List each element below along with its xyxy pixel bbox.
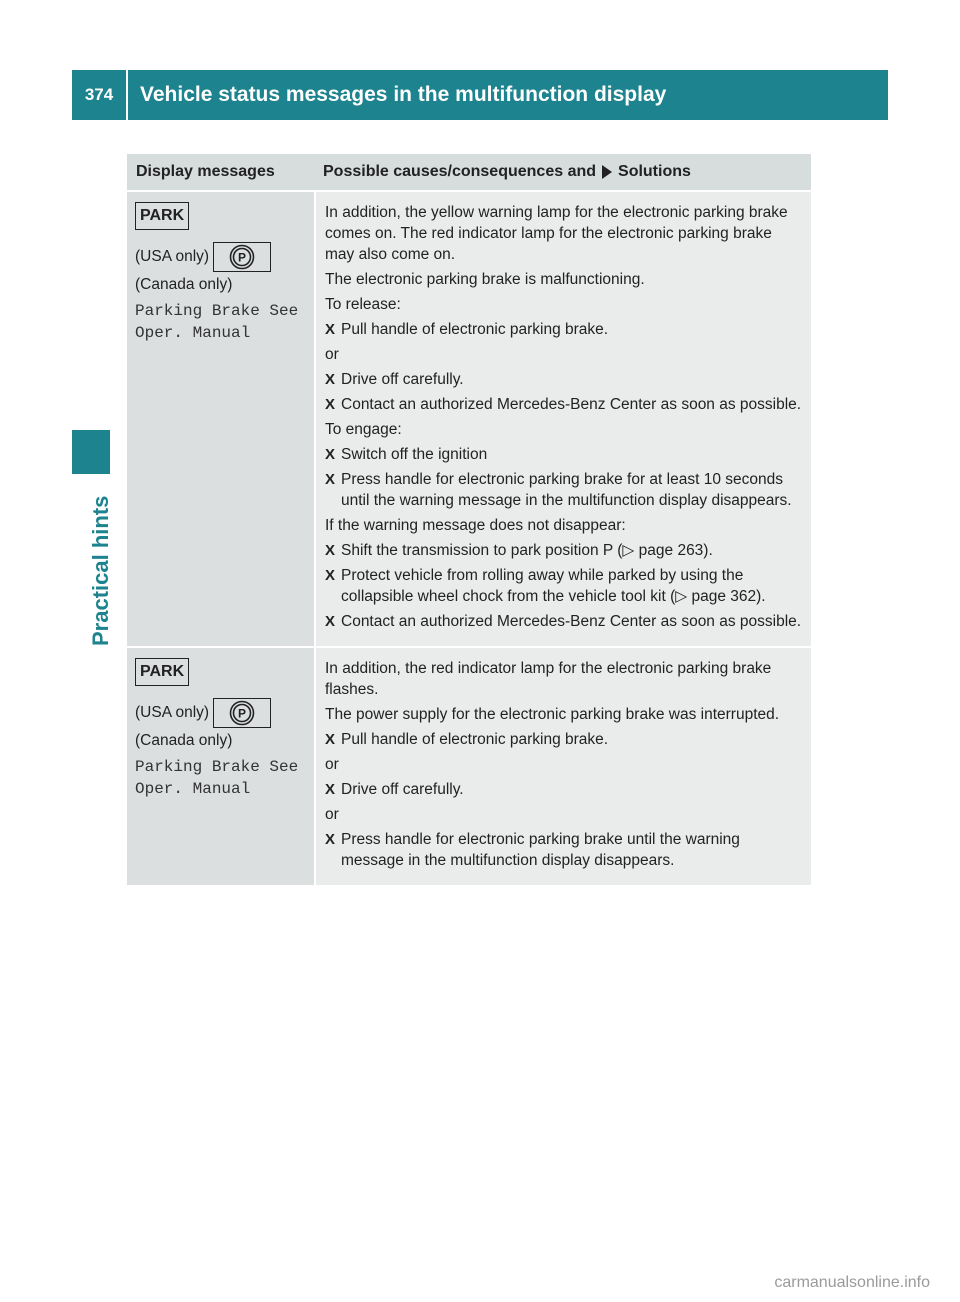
solution-paragraph: or	[325, 806, 339, 823]
arrow-right-icon	[602, 165, 612, 179]
step-marker-icon: X	[325, 731, 336, 748]
step-text: Contact an authorized Mercedes-Benz Center as soon as possible.	[341, 613, 802, 630]
side-block	[72, 430, 110, 474]
step-text: Pull handle of electronic parking brake.	[341, 731, 609, 748]
solution-paragraph: or	[325, 346, 339, 363]
footer-watermark: carmanualsonline.info	[774, 1274, 930, 1291]
solution-paragraph: The power supply for the electronic parking brake was interrupted.	[325, 706, 780, 723]
step-text: Drive off carefully.	[341, 781, 464, 798]
solution-step	[325, 779, 803, 800]
step-text: Shift the transmission to park position P (▷ page 263).	[341, 542, 713, 559]
step-marker-icon: X	[325, 831, 336, 848]
display-message-text: Parking Brake See Oper. Manual	[135, 302, 299, 342]
col-display-messages-header: Display messages	[136, 163, 275, 180]
usa-only-label: (USA only)	[135, 704, 210, 721]
solution-paragraph: In addition, the yellow warning lamp for the electronic parking brake comes on. The red indicator lamp for the electronic parking brake may also come on.	[325, 204, 788, 263]
table-row	[127, 190, 811, 646]
usa-only-label: (USA only)	[135, 248, 210, 265]
page-title: Vehicle status messages in the multifunction display	[128, 70, 888, 120]
step-marker-icon: X	[325, 781, 336, 798]
canada-only-label: (Canada only)	[135, 732, 233, 749]
step-marker-icon: X	[325, 371, 336, 388]
page-number: 374	[72, 70, 126, 120]
display-message-cell	[127, 648, 314, 885]
solution-step	[325, 829, 803, 871]
side-tab-label: Practical hints	[88, 495, 113, 646]
park-icon: PARK	[135, 658, 189, 686]
step-text: Protect vehicle from rolling away while parked by using the collapsible wheel chock from the vehicle tool kit (▷ page 362).	[341, 567, 766, 605]
solution-step	[325, 319, 803, 340]
parking-brake-icon	[213, 698, 271, 728]
park-icon: PARK	[135, 202, 189, 230]
col-solutions-header	[314, 154, 811, 190]
table-row	[127, 646, 811, 885]
messages-table	[127, 154, 811, 885]
solution-step	[325, 611, 803, 632]
solution-step	[325, 444, 803, 465]
step-marker-icon: X	[325, 542, 336, 559]
step-marker-icon: X	[325, 321, 336, 338]
svg-text:P: P	[238, 250, 247, 265]
step-marker-icon: X	[325, 396, 336, 413]
step-marker-icon: X	[325, 471, 336, 488]
step-text: Switch off the ignition	[341, 446, 488, 463]
solution-step	[325, 540, 803, 561]
solution-step	[325, 369, 803, 390]
step-text: Press handle for electronic parking brake for at least 10 seconds until the warning message in the multifunction display disappears.	[341, 471, 792, 509]
solution-step	[325, 394, 803, 415]
step-text: Contact an authorized Mercedes-Benz Center as soon as possible.	[341, 396, 802, 413]
table-header	[127, 154, 811, 190]
svg-text:P: P	[238, 706, 247, 721]
step-marker-icon: X	[325, 613, 336, 630]
solution-paragraph: or	[325, 756, 339, 773]
page-header	[72, 70, 888, 120]
col2-header-post: Solutions	[618, 163, 691, 180]
solution-paragraph: To release:	[325, 296, 401, 313]
solution-step	[325, 469, 803, 511]
canada-only-label: (Canada only)	[135, 276, 233, 293]
col2-header-pre: Possible causes/consequences and	[323, 163, 597, 180]
step-text: Pull handle of electronic parking brake.	[341, 321, 609, 338]
solution-paragraph: The electronic parking brake is malfunctioning.	[325, 271, 645, 288]
solution-paragraph: If the warning message does not disappear:	[325, 517, 626, 534]
solutions-cell	[316, 648, 811, 885]
parking-brake-icon	[213, 242, 271, 272]
step-marker-icon: X	[325, 446, 336, 463]
solution-step	[325, 565, 803, 607]
step-marker-icon: X	[325, 567, 336, 584]
solution-paragraph: In addition, the red indicator lamp for the electronic parking brake flashes.	[325, 660, 772, 698]
solution-paragraph: To engage:	[325, 421, 402, 438]
solutions-cell	[316, 192, 811, 646]
step-text: Press handle for electronic parking brake until the warning message in the multifunction display disappears.	[341, 831, 740, 869]
display-message-cell	[127, 192, 314, 646]
display-message-text: Parking Brake See Oper. Manual	[135, 758, 299, 798]
solution-step	[325, 729, 803, 750]
step-text: Drive off carefully.	[341, 371, 464, 388]
